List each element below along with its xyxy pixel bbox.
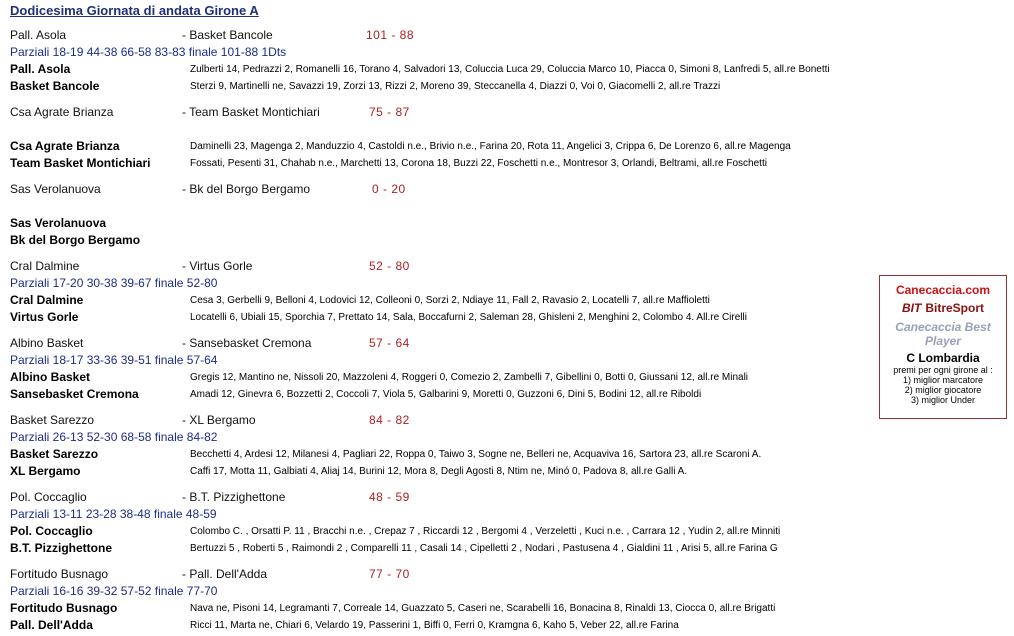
final-score: 52 - 80 <box>369 259 410 273</box>
away-team-name: - Virtus Gorle <box>182 259 253 273</box>
sponsor-banner[interactable] <box>879 275 1007 419</box>
home-team-label: Cral Dalmine <box>10 293 84 307</box>
sponsor-site[interactable]: Canecaccia.com <box>895 283 991 297</box>
prize-3: 3) miglior Under <box>910 395 976 405</box>
away-players: Locatelli 6, Ubiali 15, Sporchia 7, Prettato 14, Sala, Boccafurni 2, Saleman 28, Ghisleni 2, Menghini 2, Colombo 4. All.re Cirelli <box>190 312 747 323</box>
partial-scores: Parziali 26-13 52-30 68-58 finale 84-82 <box>10 430 218 444</box>
home-players: Cesa 3, Gerbelli 9, Belloni 4, Lodovici 12, Colleoni 0, Sorzi 2, Ndiaye 11, Fall 2, Ravasio 2, Locatelli 7, all.re Maffioletti <box>190 295 710 306</box>
home-team-label: Basket Sarezzo <box>10 447 99 461</box>
home-team-name: Fortitudo Busnago <box>10 567 109 581</box>
home-team-name: Albino Basket <box>10 336 84 350</box>
partial-scores: Parziali 16-16 39-32 57-52 finale 77-70 <box>10 584 218 598</box>
home-team-label: Sas Verolanuova <box>10 216 107 230</box>
away-team-label: Basket Bancole <box>10 79 100 93</box>
partial-scores: Parziali 17-20 30-38 39-67 finale 52-80 <box>10 276 218 290</box>
away-team-label: Virtus Gorle <box>10 310 79 324</box>
away-team-label: Team Basket Montichiari <box>10 156 151 170</box>
home-players: Zulberti 14, Pedrazzi 2, Romanelli 16, Torano 4, Salvadori 13, Coluccia Luca 29, Coluccia Marco 10, Piacca 0, Simoni 8, Lanfredi 5, all.re Bonetti <box>190 64 830 75</box>
final-score: 75 - 87 <box>369 105 410 119</box>
home-team-label: Fortitudo Busnago <box>10 601 118 615</box>
prize-1: 1) miglior marcatore <box>902 375 984 385</box>
away-players: Fossati, Pesenti 31, Chahab n.e., Marchetti 13, Corona 18, Buzzi 22, Foschetti n.e., Montresor 3, Orlandi, Beltrami, all.re Foschetti <box>190 158 767 169</box>
partial-scores: Parziali 13-11 23-28 38-48 finale 48-59 <box>10 507 217 521</box>
home-team-name: Csa Agrate Brianza <box>10 105 114 119</box>
home-players: Colombo C. , Orsatti P. 11 , Bracchi n.e. , Crepaz 7 , Riccardi 12 , Bergomi 4 , Verzeletti , Kuci n.e. , Carrara 12 , Yudin 2, all.re Minniti <box>190 526 781 537</box>
final-score: 48 - 59 <box>369 490 410 504</box>
partial-scores: Parziali 18-19 44-38 66-58 83-83 finale 101-88 1Dts <box>10 45 287 59</box>
final-score: 0 - 20 <box>372 182 406 196</box>
league-name: C Lombardia <box>906 351 980 365</box>
home-team-label: Csa Agrate Brianza <box>10 139 120 153</box>
away-players: Bertuzzi 5 , Roberti 5 , Raimondi 2 , Comparelli 11 , Casali 14 , Cipelletti 2 , Nodari , Pastusena 4 , Gialdini 11 , Arisi 5, all.re Farina G <box>190 543 778 554</box>
away-team-name: - Basket Bancole <box>182 28 273 42</box>
home-team-label: Albino Basket <box>10 370 91 384</box>
home-players: Becchetti 4, Ardesi 12, Milanesi 4, Pagliari 22, Roppa 0, Taiwo 3, Sogne ne, Belleri ne, Acquaviva 16, Sartora 23, all.re Scaroni A. <box>190 449 762 460</box>
final-score: 84 - 82 <box>369 413 410 427</box>
away-team-label: Sansebasket Cremona <box>10 387 139 401</box>
home-team-label: Pol. Coccaglio <box>10 524 93 538</box>
home-players: Daminelli 23, Magenga 2, Manduzzio 4, Castoldi n.e., Brivio n.e., Farina 20, Rota 11, Angelici 3, Crippa 6, De Lorenzo 6, all.re Magenga <box>190 141 791 152</box>
final-score: 101 - 88 <box>366 28 415 42</box>
away-players: Ricci 11, Marta ne, Chiari 6, Velardo 19, Passerini 1, Biffi 0, Ferri 0, Kramgna 6, Kaho 5, Veber 22, all.re Farina <box>190 620 679 631</box>
away-players: Amadi 12, Ginevra 6, Bozzetti 2, Coccoli 7, Viola 5, Galbarini 9, Moretti 0, Guzzoni 6, Dini 5, Bodini 12, all.re Riboldi <box>190 389 702 400</box>
home-team-name: Pall. Asola <box>10 28 67 42</box>
sponsor-brand <box>880 301 1006 315</box>
home-players: Nava ne, Pisoni 14, Legramanti 7, Correale 14, Guazzato 5, Caseri ne, Scarabelli 16, Bonacina 8, Rinaldi 13, Ciocca 0, all.re Brigatti <box>190 603 776 614</box>
away-players: Sterzi 9, Martinelli ne, Savazzi 19, Zorzi 13, Rizzi 2, Moreno 39, Steccanella 4, Diazzi 0, Voi 0, Giacomelli 2, all.re Trazzi <box>190 81 721 92</box>
prize-intro: premi per ogni girone al : <box>893 365 993 375</box>
away-team-label: Pall. Dell'Adda <box>10 618 93 632</box>
away-team-label: B.T. Pizzighettone <box>10 541 112 555</box>
partial-scores: Parziali 18-17 33-36 39-51 finale 57-64 <box>10 353 218 367</box>
final-score: 57 - 64 <box>369 336 410 350</box>
away-team-label: XL Bergamo <box>10 464 81 478</box>
page-title[interactable]: Dodicesima Giornata di andata Girone A <box>10 3 259 18</box>
bitresport-logo-icon: BIT <box>901 301 922 315</box>
away-players: Caffi 17, Motta 11, Galbiati 4, Aliaj 14, Burini 12, Mora 8, Degli Agosti 8, Ntim ne, Minó 0, Padova 8, all.re Galli A. <box>190 466 688 477</box>
home-team-label: Pall. Asola <box>10 62 71 76</box>
prize-2: 2) miglior giocatore <box>904 385 982 395</box>
away-team-name: - XL Bergamo <box>182 413 256 427</box>
away-team-name: - Bk del Borgo Bergamo <box>182 182 311 196</box>
away-team-name: - Sansebasket Cremona <box>182 336 312 350</box>
away-team-name: - B.T. Pizzighettone <box>182 490 286 504</box>
home-team-name: Sas Verolanuova <box>10 182 101 196</box>
home-team-name: Pol. Coccaglio <box>10 490 87 504</box>
away-team-name: - Team Basket Montichiari <box>182 105 320 119</box>
home-team-name: Cral Dalmine <box>10 259 80 273</box>
final-score: 77 - 70 <box>369 567 410 581</box>
sponsor-brand-name: BitreSport <box>925 301 984 315</box>
home-team-name: Basket Sarezzo <box>10 413 95 427</box>
best-player-title: Canecaccia Best Player <box>895 320 991 348</box>
home-players: Gregis 12, Mantino ne, Nissoli 20, Mazzoleni 4, Roggeri 0, Comezio 2, Zambelli 7, Gibellini 0, Botti 0, Giussani 12, all.re Minali <box>190 372 749 383</box>
away-team-label: Bk del Borgo Bergamo <box>10 233 141 247</box>
away-team-name: - Pall. Dell'Adda <box>182 567 267 581</box>
